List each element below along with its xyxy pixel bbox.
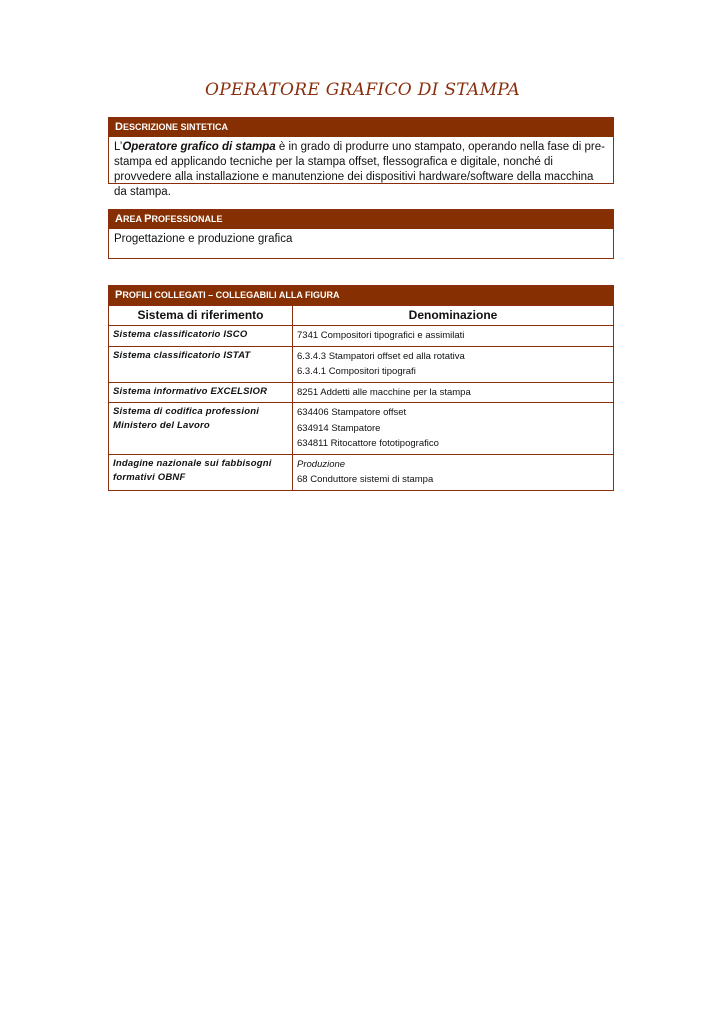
area-header: AREA PROFESSIONALE	[109, 210, 613, 229]
page-title: OPERATORE GRAFICO DI STAMPA	[204, 80, 521, 100]
denominazione-cell: Produzione 68 Conduttore sistemi di stampa	[293, 454, 614, 490]
denominazione-cell: 634406 Stampatore offset 634914 Stampatore 634811 Ritocattore fototipografico	[293, 403, 614, 455]
sistema-cell: Sistema classificatorio ISCO	[109, 326, 293, 347]
denominazione-cell: 7341 Compositori tipografici e assimilati	[293, 326, 614, 347]
table-row	[109, 382, 613, 403]
table-row	[109, 346, 613, 382]
col-header-denominazione: Denominazione	[293, 306, 614, 326]
descrizione-header: DESCRIZIONE SINTETICA	[109, 118, 613, 137]
sistema-cell: Sistema informativo EXCELSIOR	[109, 382, 293, 403]
descrizione-section	[108, 117, 614, 198]
profili-section	[108, 285, 614, 491]
sistema-cell: Sistema classificatorio ISTAT	[109, 346, 293, 382]
denominazione-cell: 6.3.4.3 Stampatori offset ed alla rotativa 6.3.4.1 Compositori tipografi	[293, 346, 614, 382]
table-row	[109, 326, 613, 347]
profili-table	[109, 305, 613, 490]
descrizione-text: L’Operatore grafico di stampa è in grado di produrre uno stampato, operando nella fase di pre-stampa ed applicando tecniche per la stampa offset, flessografica e digitale, nonché di provvedere alla installazione e manutenzione dei dispositivi hardware/software della macchina da stampa.	[114, 141, 605, 198]
table-row	[109, 403, 613, 455]
area-section	[108, 209, 614, 259]
col-header-sistema: Sistema di riferimento	[109, 306, 293, 326]
denominazione-cell: 8251 Addetti alle macchine per la stampa	[293, 382, 614, 403]
sistema-cell: Sistema di codifica professioni Ministero del Lavoro	[109, 403, 293, 455]
sistema-cell: Indagine nazionale sui fabbisogni formativi OBNF	[109, 454, 293, 490]
area-text: Progettazione e produzione grafica	[114, 233, 293, 245]
table-row	[109, 454, 613, 490]
profili-header: PROFILI COLLEGATI – COLLEGABILI ALLA FIGURA	[109, 286, 613, 305]
